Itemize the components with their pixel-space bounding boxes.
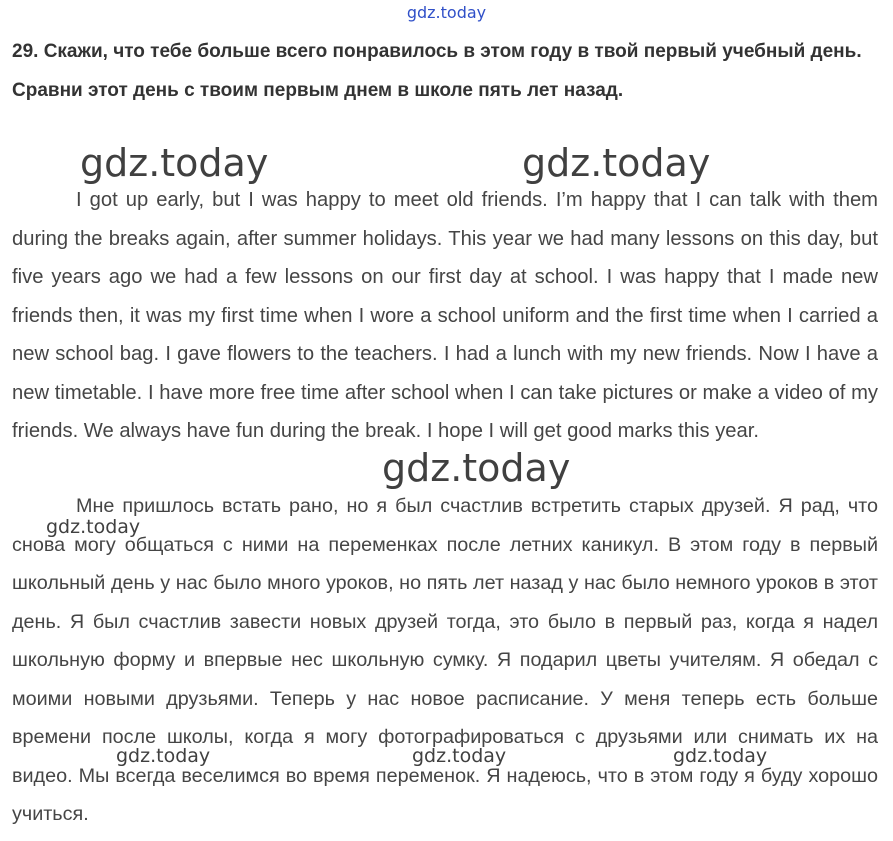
- watermark-small-2: gdz.today: [116, 745, 211, 767]
- task-heading: 29. Скажи, что тебе больше всего понравилось в этом году в твой первый учебный день. Сравни этот день с твоим первым днем в школе пять лет назад.: [12, 41, 862, 101]
- watermark-small-4: gdz.today: [673, 745, 768, 767]
- watermark-big-3: gdz.today: [382, 446, 571, 490]
- paragraph-english: [12, 181, 878, 451]
- watermark-small-3: gdz.today: [412, 745, 507, 767]
- paragraph-russian-text: Мне пришлось встать рано, но я был счастлив встретить старых друзей. Я рад, что снова могу общаться с ними на переменках после летних каникул. В этом году в первый школьный день у нас было много уроков, но пять лет назад у нас было немного уроков в этот день. Я был счастлив завести новых друзей тогда, это было в первый раз, когда я надел школьную форму и впервые нес школьную сумку. Я подарил цветы учителям. Я обедал с моими новыми друзьями. Теперь у нас новое расписание. У меня теперь есть больше времени после школы, когда я могу фотографироваться с друзьями или снимать их на видео. Мы всегда веселимся во время переменок. Я надеюсь, что в этом году я буду хорошо учиться.: [12, 495, 878, 825]
- watermark-small-1: gdz.today: [46, 516, 141, 538]
- watermark-top: gdz.today: [406, 3, 487, 22]
- watermark-big-1: gdz.today: [80, 141, 269, 185]
- paragraph-russian: [12, 487, 878, 834]
- paragraph-english-text: I got up early, but I was happy to meet old friends. I’m happy that I can talk with them during the breaks again, after summer holidays. This year we had many lessons on this day, but five years ago we had a few lessons on our first day at school. I was happy that I made new friends then, it was my first time when I wore a school uniform and the first time when I carried a new school bag. I gave flowers to the teachers. I had a lunch with my new friends. Now I have a new timetable. I have more free time after school when I can take pictures or make a video of my friends. We always have fun during the break. I hope I will get good marks this year.: [12, 189, 878, 442]
- watermark-big-2: gdz.today: [522, 141, 711, 185]
